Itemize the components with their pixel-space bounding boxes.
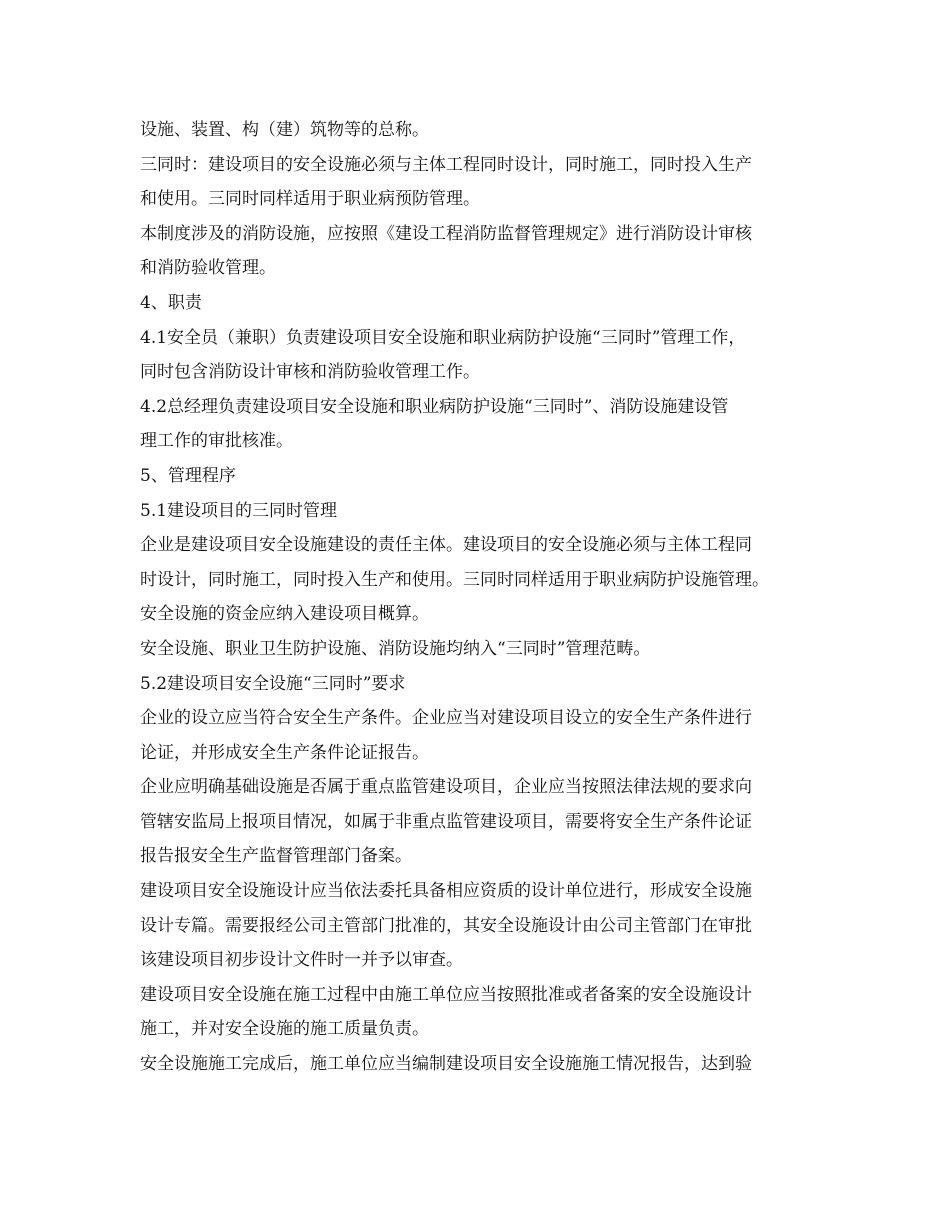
text-line: 设计专篇。需要报经公司主管部门批准的，其安全设施设计由公司主管部门在审批: [140, 915, 752, 936]
text-line: 设施、装置、构（建）筑物等的总称。: [140, 120, 429, 140]
text-line: 安全设施、职业卫生防护设施、消防设施均纳入“三同时”管理范畴。: [140, 638, 651, 659]
text-line: 管辖安监局上报项目情况，如属于非重点监管建设项目，需要将安全生产条件论证: [140, 811, 752, 832]
text-line: 该建设项目初步设计文件时一并予以审查。: [140, 950, 463, 971]
text-line: 报告报安全生产监督管理部门备案。: [140, 846, 412, 867]
text-line: 企业的设立应当符合安全生产条件。企业应当对建设项目设立的安全生产条件进行: [140, 708, 752, 729]
text-line: 和使用。三同时同样适用于职业病预防管理。: [140, 189, 480, 210]
section-heading: 4、职责: [140, 292, 202, 313]
text-line: 4.1安全员（兼职）负责建设项目安全设施和职业病防护设施“三同时”管理工作，: [140, 327, 746, 348]
subsection-heading: 5.2建设项目安全设施“三同时”要求: [140, 673, 406, 694]
text-line: 施工，并对安全设施的施工质量负责。: [140, 1019, 429, 1040]
section-heading: 5、管理程序: [140, 465, 236, 486]
text-line: 时设计，同时施工，同时投入生产和使用。三同时同样适用于职业病防护设施管理。: [140, 569, 769, 590]
text-line: 安全设施施工完成后，施工单位应当编制建设项目安全设施施工情况报告，达到验: [140, 1054, 752, 1075]
text-line: 和消防验收管理。: [140, 258, 276, 279]
text-line: 本制度涉及的消防设施，应按照《建设工程消防监督管理规定》进行消防设计审核: [140, 223, 752, 244]
text-line: 三同时：建设项目的安全设施必须与主体工程同时设计，同时施工，同时投入生产: [140, 154, 752, 175]
text-line: 同时包含消防设计审核和消防验收管理工作。: [140, 362, 480, 383]
text-line: 建设项目安全设施设计应当依法委托具备相应资质的设计单位进行，形成安全设施: [140, 881, 752, 902]
text-line: 论证，并形成安全生产条件论证报告。: [140, 742, 429, 763]
document-body: [140, 113, 830, 1082]
text-line: 4.2总经理负责建设项目安全设施和职业病防护设施“三同时”、消防设施建设管: [140, 396, 729, 417]
text-line: 理工作的审批核准。: [140, 431, 293, 452]
text-line: 安全设施的资金应纳入建设项目概算。: [140, 604, 429, 625]
text-line: 企业应明确基础设施是否属于重点监管建设项目，企业应当按照法律法规的要求向: [140, 777, 752, 798]
text-line: 建设项目安全设施在施工过程中由施工单位应当按照批准或者备案的安全设施设计: [140, 984, 752, 1005]
subsection-heading: 5.1建设项目的三同时管理: [140, 500, 338, 521]
text-line: 企业是建设项目安全设施建设的责任主体。建设项目的安全设施必须与主体工程同: [140, 535, 752, 556]
